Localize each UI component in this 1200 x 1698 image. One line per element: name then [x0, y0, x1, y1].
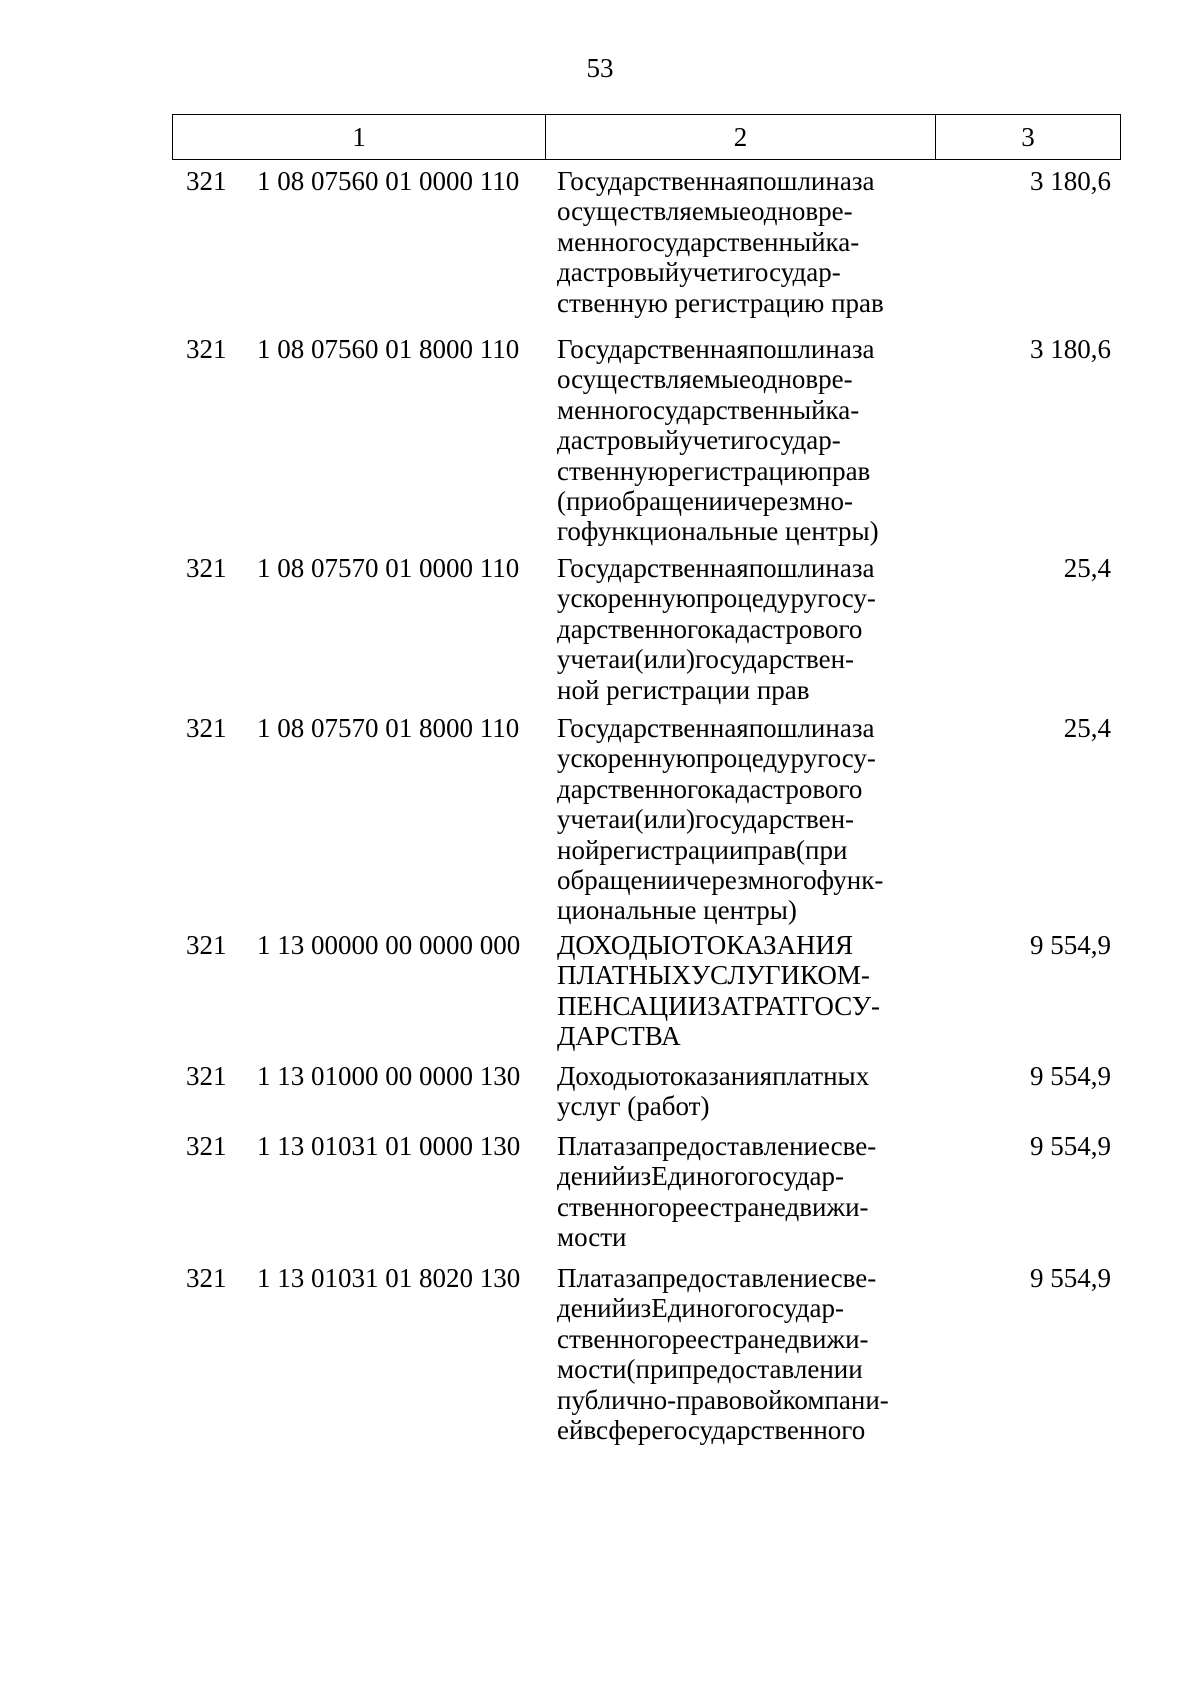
income-name-line: Государственнаяпошлиназа	[557, 166, 875, 196]
income-name-cell	[557, 334, 925, 547]
income-name-line: денийизЕдиногогосудар-	[557, 1161, 844, 1192]
income-name-cell	[557, 553, 925, 705]
amount-cell: 9 554,9	[1030, 1131, 1111, 1161]
income-name-line: менногосударственныйка-	[557, 394, 860, 425]
income-name-line: ственную регистрацию прав	[557, 287, 884, 318]
income-name-line: дарственногокадастрового	[557, 613, 863, 644]
income-name-line: ПЕНСАЦИИЗАТРАТГОСУ-	[557, 990, 881, 1021]
income-name-cell	[557, 713, 925, 926]
income-name-line: нойрегистрацииправ(при	[557, 834, 848, 865]
budget-code-cell: 1 08 07560 01 8000 110	[257, 334, 520, 364]
amount-cell: 3 180,6	[1030, 166, 1111, 196]
income-name-line: учетаи(или)государствен-	[557, 804, 855, 835]
income-name-line: ускореннуюпроцедуругосу-	[557, 743, 876, 774]
income-name-line: дастровыйучетигосудар-	[557, 425, 841, 456]
budget-code-cell: 1 13 01031 01 8020 130	[257, 1263, 521, 1293]
income-name-line: дастровыйучетигосудар-	[557, 257, 841, 288]
income-name-line: мости	[557, 1222, 627, 1253]
income-name-line: Доходыотоказанияплатных	[557, 1061, 870, 1091]
income-name-line: (приобращениичерезмно-	[557, 486, 853, 517]
budget-code-cell: 1 08 07560 01 0000 110	[257, 166, 520, 196]
admin-code-cell: 321	[186, 1061, 227, 1091]
income-name-line: обращениичерезмногофунк-	[557, 865, 884, 896]
page-number: 53	[586, 53, 614, 83]
admin-code-cell: 321	[186, 1131, 227, 1161]
income-name-line: осуществляемыеодновре-	[557, 364, 853, 395]
income-name-line: ускореннуюпроцедуругосу-	[557, 583, 876, 614]
budget-code-cell: 1 13 01031 01 0000 130	[257, 1131, 521, 1161]
amount-cell: 9 554,9	[1030, 1061, 1111, 1091]
income-name-line: ственногореестранедвижи-	[557, 1323, 869, 1354]
income-name-line: ной регистрации прав	[557, 674, 810, 705]
budget-code-cell: 1 13 00000 00 0000 000	[257, 930, 521, 960]
admin-code-cell: 321	[186, 930, 227, 960]
budget-code-cell: 1 13 01000 00 0000 130	[257, 1061, 521, 1091]
income-name-line: гофункциональные центры)	[557, 516, 879, 547]
income-name-line: дарственногокадастрового	[557, 773, 863, 804]
admin-code-cell: 321	[186, 1263, 227, 1293]
income-name-line: денийизЕдиногогосудар-	[557, 1293, 844, 1324]
income-name-line: ДОХОДЫОТОКАЗАНИЯ	[557, 930, 854, 960]
table-header-col1: 1	[173, 115, 546, 159]
income-name-line: мости(припредоставлении	[557, 1354, 863, 1385]
income-name-line: ственногореестранедвижи-	[557, 1191, 869, 1222]
income-name-line: Государственнаяпошлиназа	[557, 553, 875, 583]
income-name-line: менногосударственныйка-	[557, 226, 860, 257]
income-name-cell	[557, 1131, 925, 1253]
admin-code-cell: 321	[186, 166, 227, 196]
amount-cell: 3 180,6	[1030, 334, 1111, 364]
income-name-line: циональные центры)	[557, 895, 797, 926]
income-name-line: ДАРСТВА	[557, 1021, 681, 1052]
budget-code-cell: 1 08 07570 01 8000 110	[257, 713, 520, 743]
amount-cell: 9 554,9	[1030, 930, 1111, 960]
income-name-line: Государственнаяпошлиназа	[557, 334, 875, 364]
budget-code-cell: 1 08 07570 01 0000 110	[257, 553, 520, 583]
table-header-col3: 3	[1021, 121, 1035, 152]
income-name-line: Платазапредоставлениесве-	[557, 1263, 877, 1293]
income-name-cell	[557, 1061, 925, 1122]
income-name-cell	[557, 1263, 925, 1445]
income-name-cell	[557, 930, 925, 1052]
amount-cell: 25,4	[1063, 553, 1111, 583]
income-name-cell	[557, 166, 925, 318]
amount-cell: 9 554,9	[1030, 1263, 1111, 1293]
table-header-col2: 2	[546, 115, 936, 159]
income-name-line: услуг (работ)	[557, 1091, 710, 1122]
amount-cell: 25,4	[1063, 713, 1111, 743]
income-name-line: публично-правовойкомпани-	[557, 1384, 889, 1415]
admin-code-cell: 321	[186, 334, 227, 364]
admin-code-cell: 321	[186, 553, 227, 583]
income-name-line: учетаи(или)государствен-	[557, 644, 855, 675]
income-name-line: ейвсферегосударственного	[557, 1415, 866, 1446]
admin-code-cell: 321	[186, 713, 227, 743]
income-name-line: Платазапредоставлениесве-	[557, 1131, 877, 1161]
table-header-row	[172, 114, 1121, 160]
income-name-line: ПЛАТНЫХУСЛУГИКОМ-	[557, 960, 870, 991]
income-name-line: осуществляемыеодновре-	[557, 196, 853, 227]
income-name-line: Государственнаяпошлиназа	[557, 713, 875, 743]
income-name-line: ственнуюрегистрациюправ	[557, 455, 871, 486]
